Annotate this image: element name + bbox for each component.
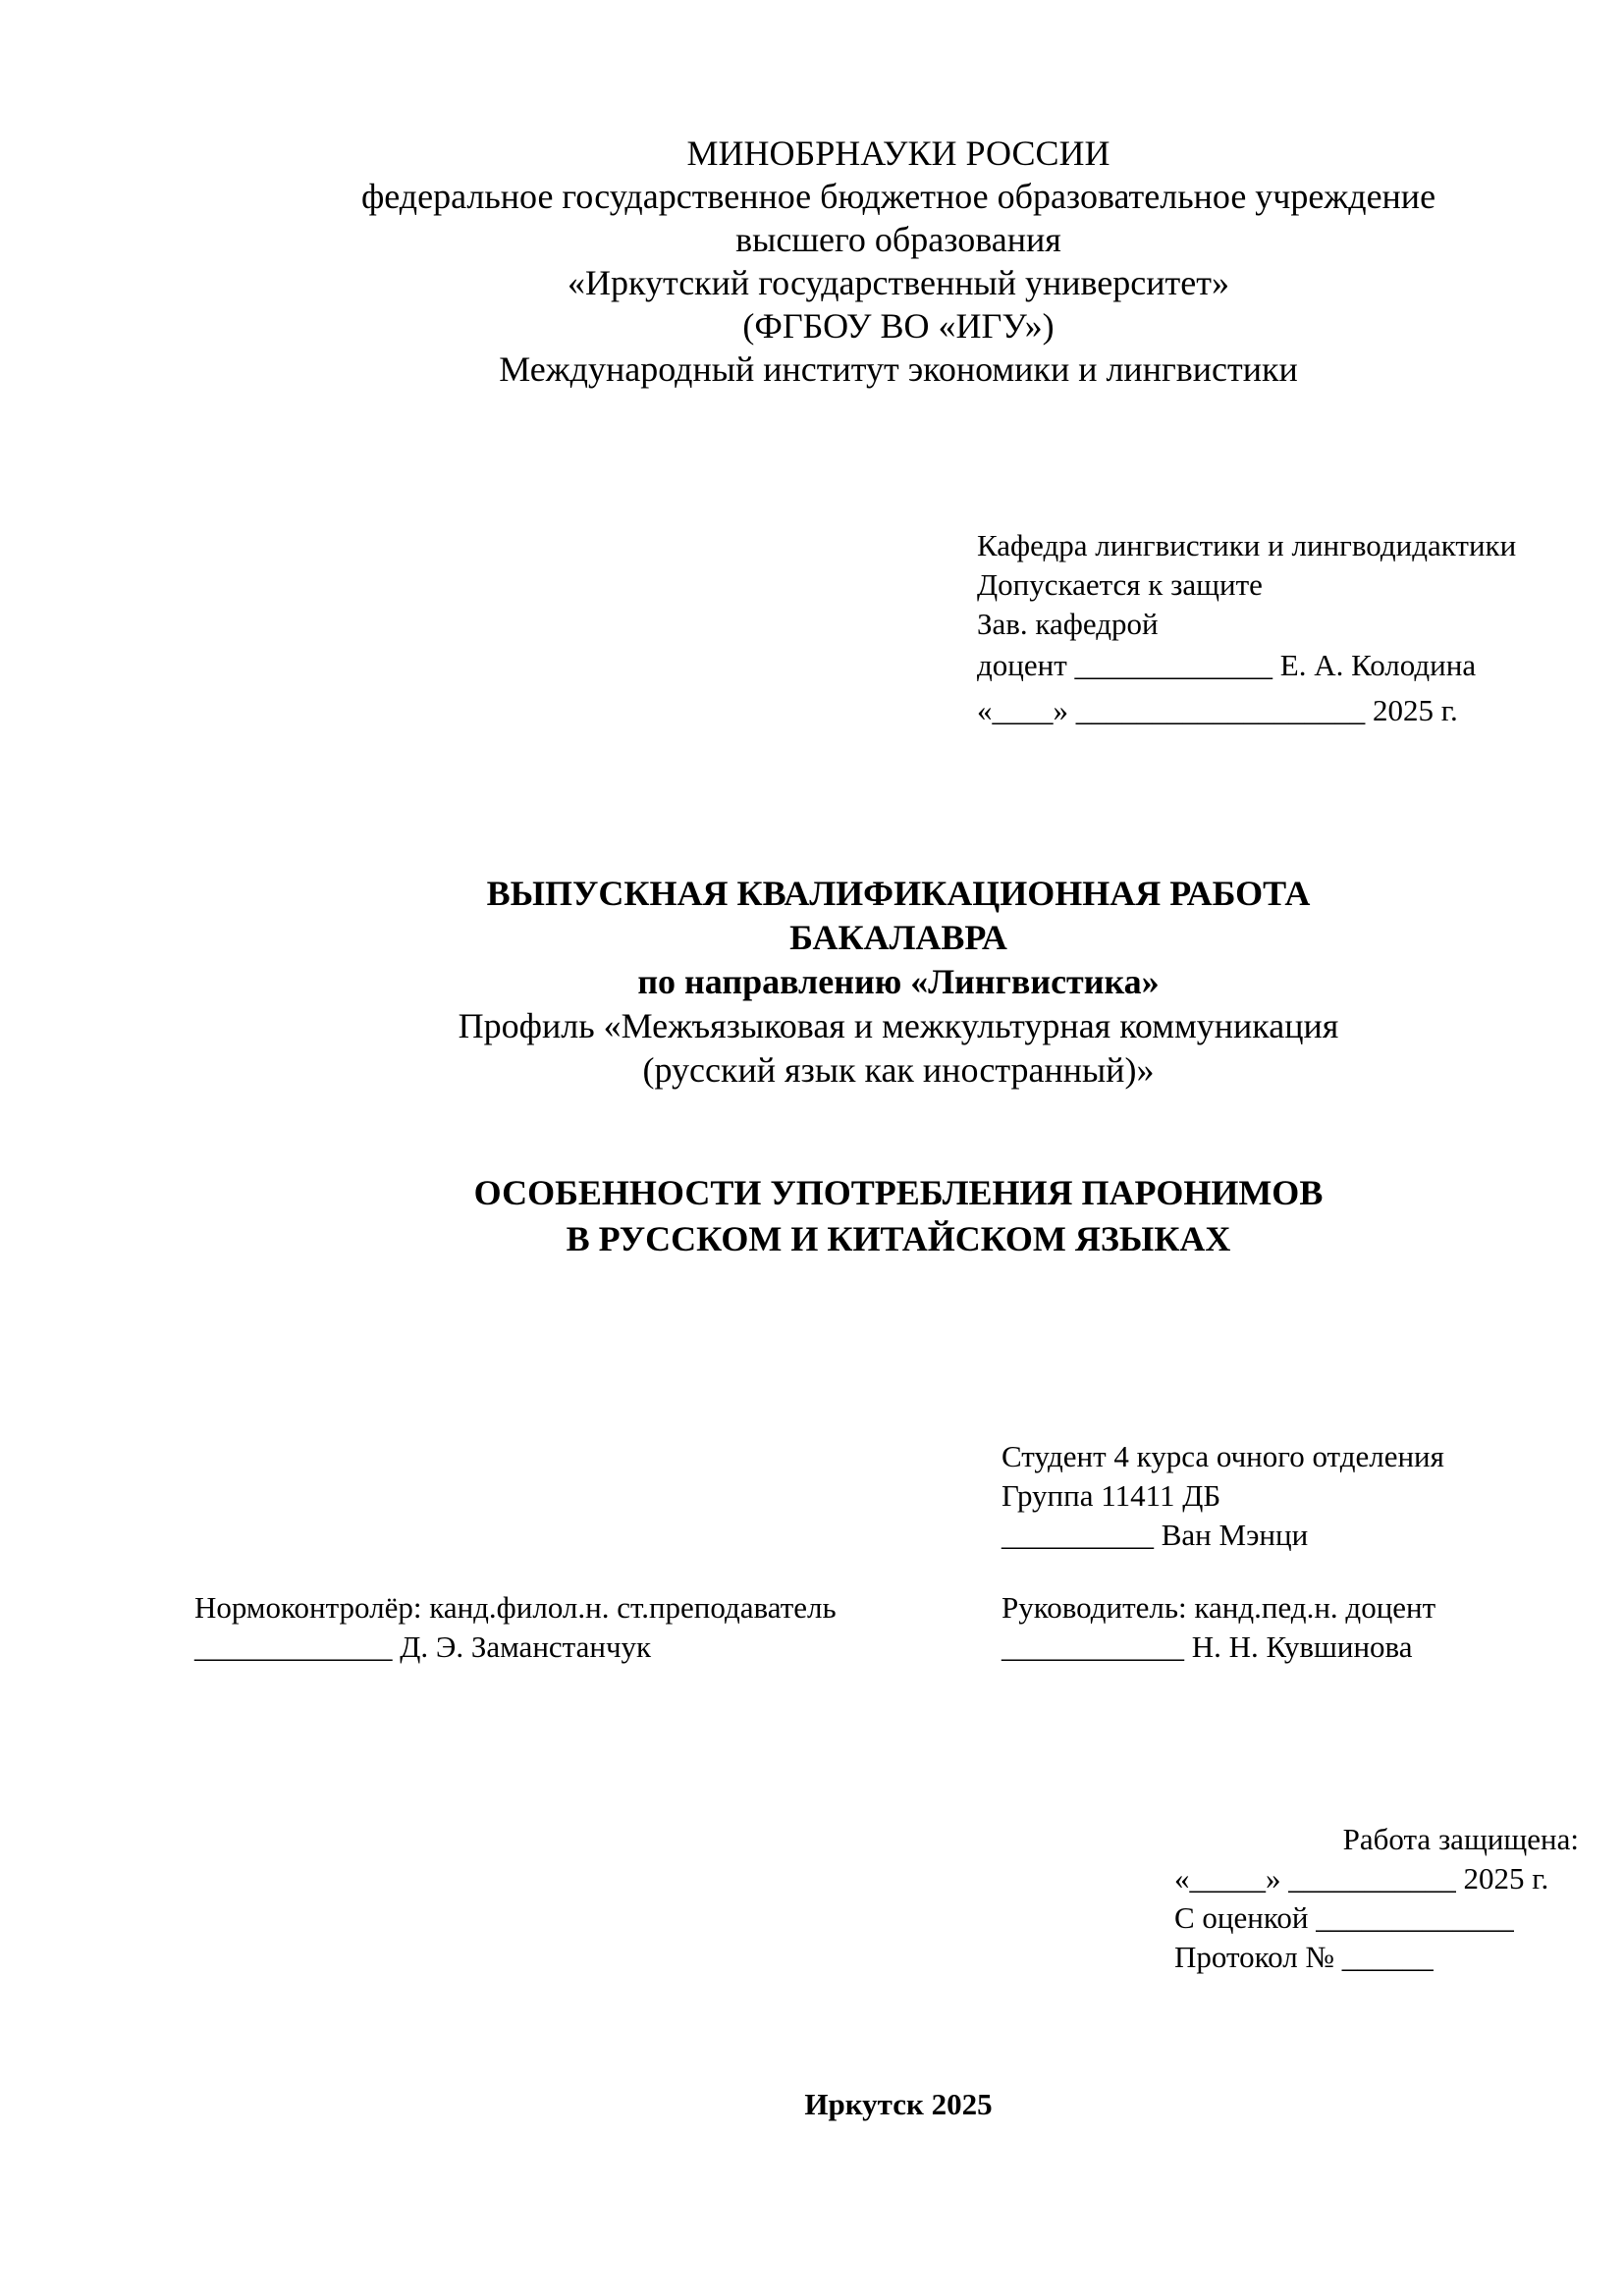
university-name: «Иркутский государственный университет» <box>568 263 1229 302</box>
work-type-line2: БАКАЛАВРА <box>789 918 1007 957</box>
supervisor-signature-line: ____________ Н. Н. Кувшинова <box>1001 1629 1413 1664</box>
admission-text: Допускается к защите <box>977 567 1263 602</box>
work-profile-line2: (русский язык как иностранный)» <box>642 1050 1155 1090</box>
work-direction: по направлению «Лингвистика» <box>637 962 1160 1001</box>
work-type-line1: ВЫПУСКНАЯ КВАЛИФИКАЦИОННАЯ РАБОТА <box>486 874 1311 913</box>
institution-level: высшего образования <box>735 220 1061 259</box>
approval-date-line: «____» ___________________ 2025 г. <box>977 693 1458 727</box>
work-title-line1: ОСОБЕННОСТИ УПОТРЕБЛЕНИЯ ПАРОНИМОВ <box>473 1173 1324 1212</box>
student-course: Студент 4 курса очного отделения <box>1001 1439 1444 1473</box>
work-profile-line1: Профиль «Межъязыковая и межкультурная коммуникация <box>458 1006 1339 1045</box>
normcontrol-signature-line: _____________ Д. Э. Заманстанчук <box>194 1629 652 1664</box>
supervisor-title: Руководитель: канд.пед.н. доцент <box>1001 1590 1436 1625</box>
student-group: Группа 11411 ДБ <box>1001 1478 1221 1513</box>
work-title-line2: В РУССКОМ И КИТАЙСКОМ ЯЗЫКАХ <box>566 1219 1231 1258</box>
institute-name: Международный институт экономики и лингвистики <box>499 349 1298 389</box>
defense-date-line: «_____» ___________ 2025 г. <box>1174 1861 1549 1896</box>
defense-grade-line: С оценкой _____________ <box>1174 1900 1514 1935</box>
head-title: Зав. кафедрой <box>977 607 1159 641</box>
normcontrol-title: Нормоконтролёр: канд.филол.н. ст.преподаватель <box>194 1590 837 1625</box>
university-abbreviation: (ФГБОУ ВО «ИГУ») <box>742 306 1055 346</box>
city-year: Иркутск 2025 <box>804 2087 993 2121</box>
defense-protocol-line: Протокол № ______ <box>1174 1940 1434 1974</box>
head-signature-line: доцент _____________ Е. А. Колодина <box>977 648 1477 682</box>
ministry-name: МИНОБРНАУКИ РОССИИ <box>686 133 1110 173</box>
institution-type: федеральное государственное бюджетное образовательное учреждение <box>360 177 1436 216</box>
department-name: Кафедра лингвистики и лингводидактики <box>977 528 1517 562</box>
student-signature-line: __________ Ван Мэнци <box>1001 1518 1309 1552</box>
defense-status: Работа защищена: <box>1342 1822 1579 1856</box>
